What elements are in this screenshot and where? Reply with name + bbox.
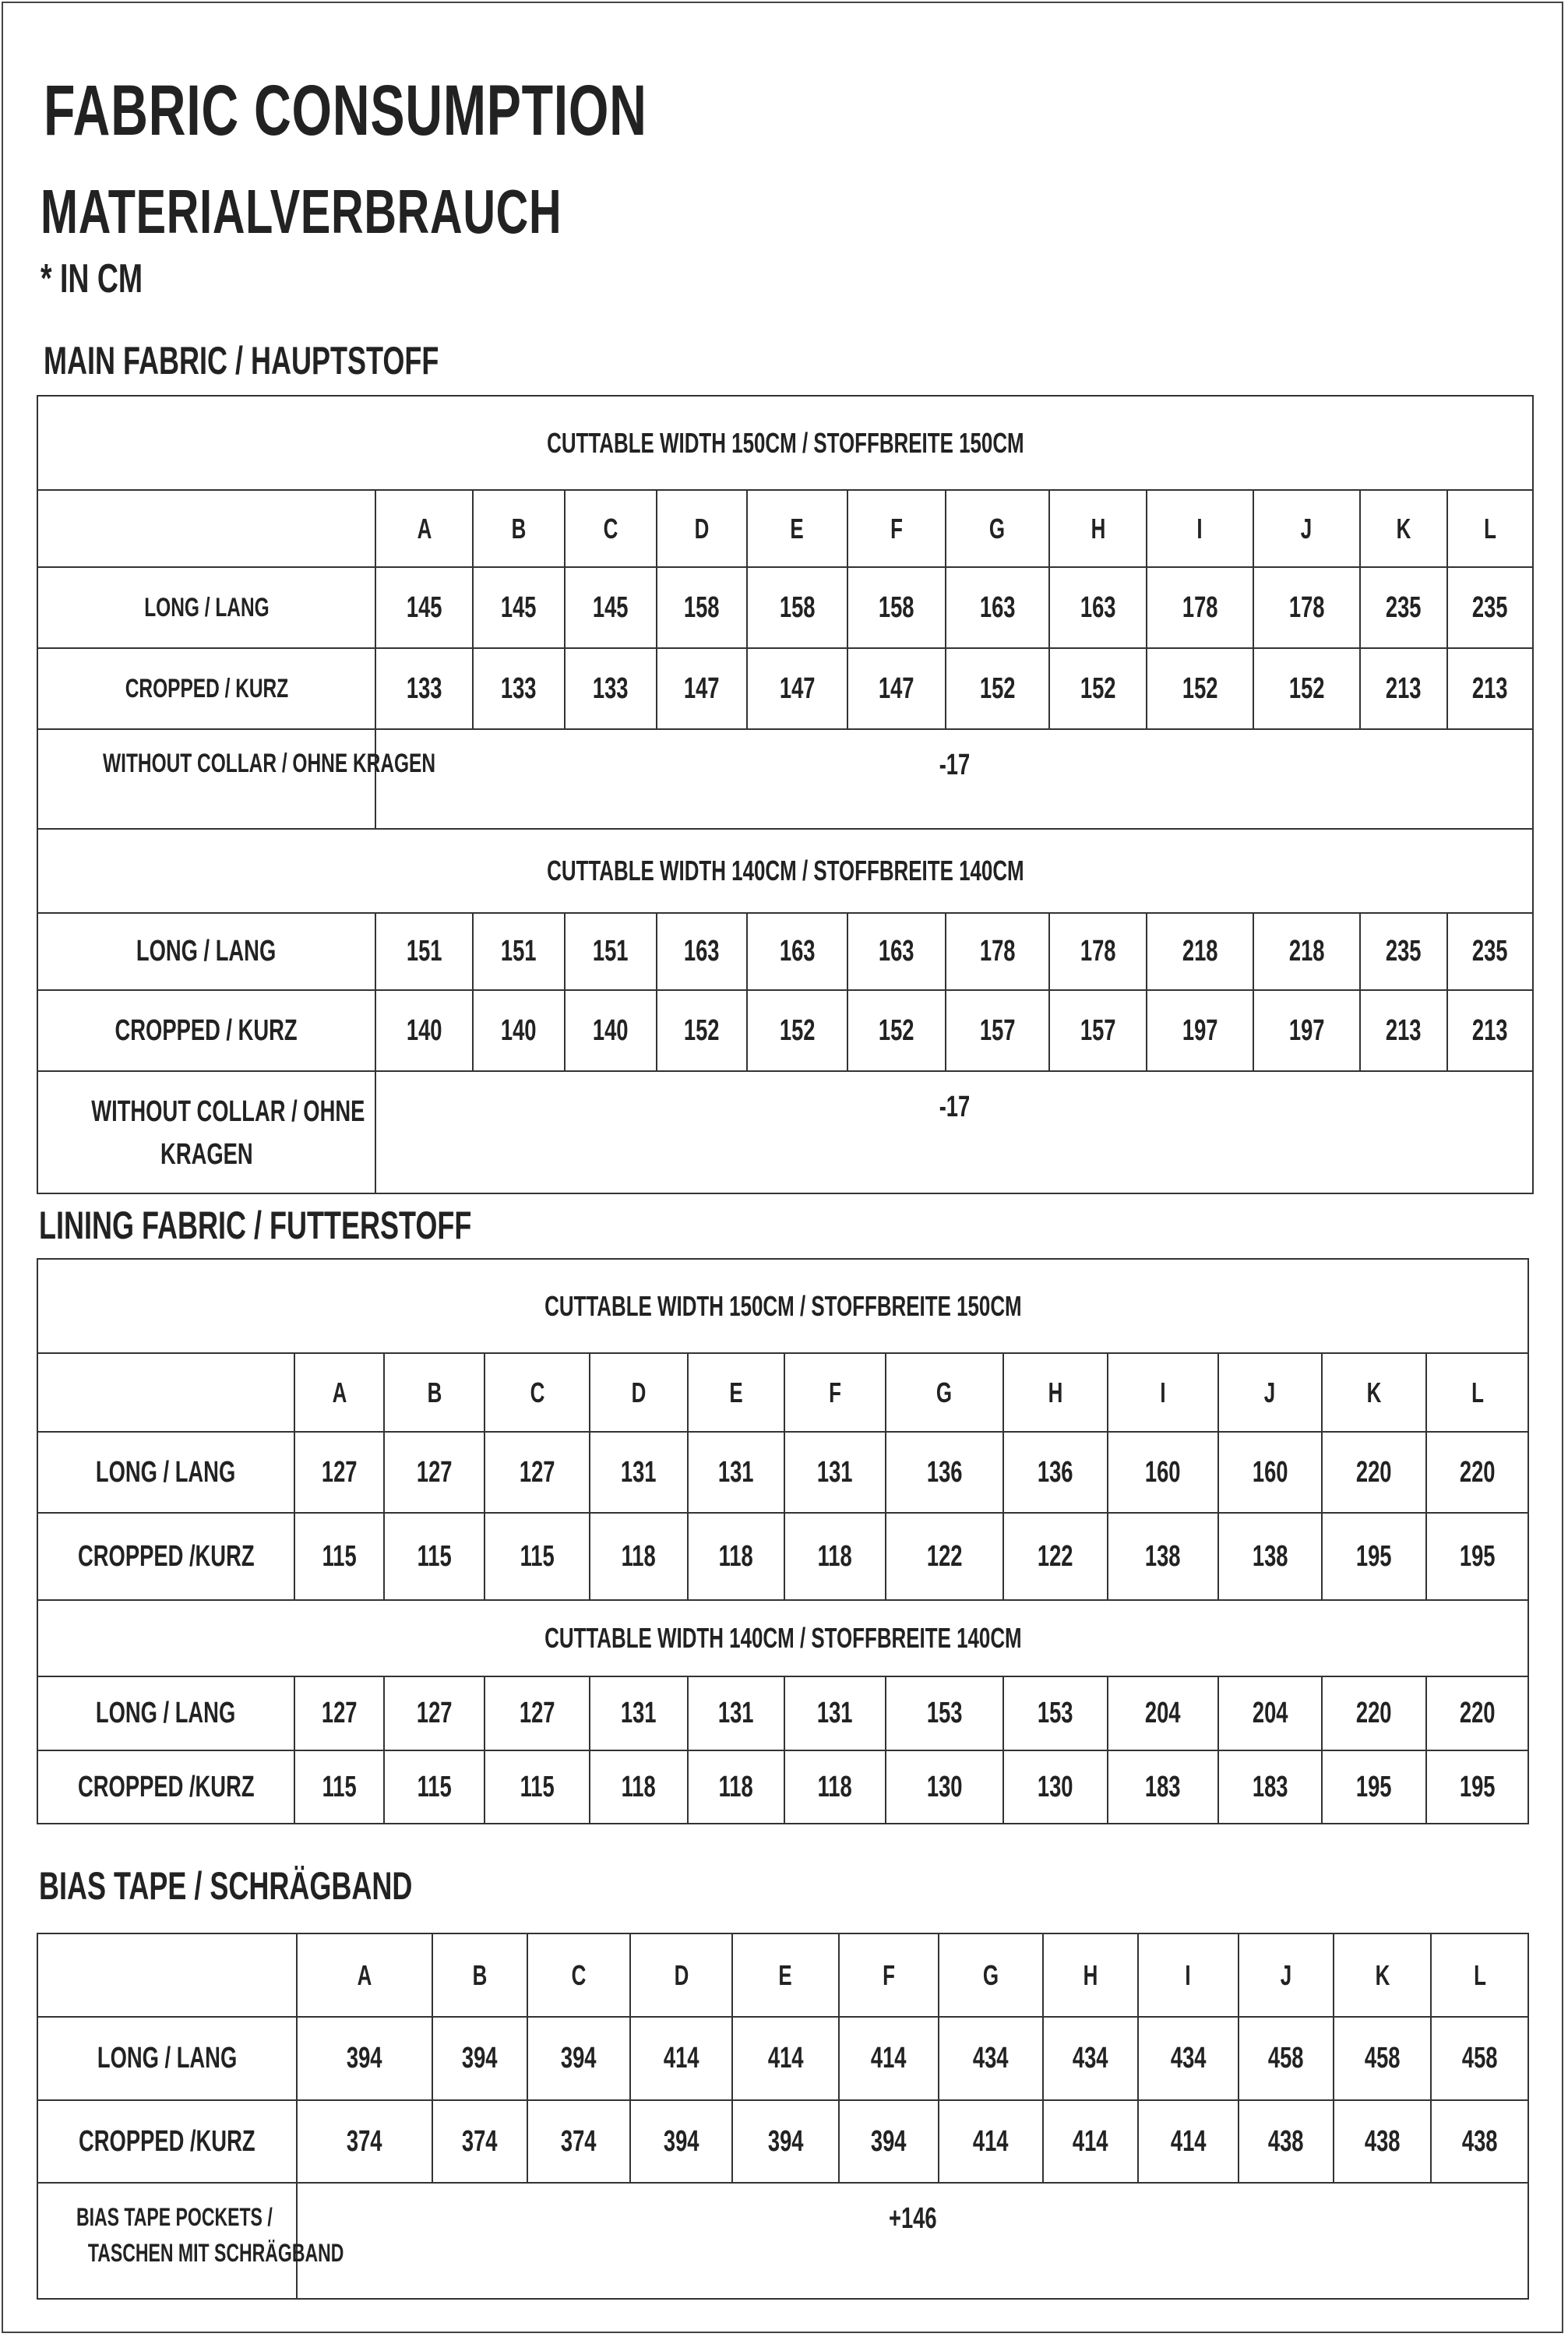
value-cell: 434 (1138, 2017, 1239, 2100)
value-cell: 163 (847, 913, 946, 990)
size-header: D (590, 1353, 688, 1432)
value-cell: 197 (1253, 990, 1360, 1071)
size-header: K (1322, 1353, 1426, 1432)
value-cell: 204 (1108, 1676, 1218, 1750)
value-cell: 158 (747, 567, 847, 648)
value-cell: 151 (565, 913, 657, 990)
value-cell: 414 (1138, 2100, 1239, 2183)
value-cell: 138 (1108, 1513, 1218, 1600)
size-header: K (1334, 1933, 1431, 2017)
value-cell: 178 (1253, 567, 1360, 648)
value-cell: 434 (1043, 2017, 1138, 2100)
value-cell: 131 (590, 1676, 688, 1750)
value-cell: -17 (375, 1071, 1533, 1193)
size-header: J (1239, 1933, 1334, 2017)
main-140-width-header: CUTTABLE WIDTH 140CM / STOFFBREITE 140CM (37, 829, 1533, 913)
value-cell: 152 (747, 990, 847, 1071)
value-cell: 394 (527, 2017, 630, 2100)
page-subtitle: MATERIALVERBRAUCH (41, 177, 562, 246)
row-label: WITHOUT COLLAR / OHNE KRAGEN (37, 1071, 375, 1193)
value-cell: 235 (1447, 567, 1533, 648)
value-cell: 195 (1426, 1750, 1528, 1824)
value-cell: +146 (297, 2183, 1528, 2299)
size-header: G (939, 1933, 1043, 2017)
value-cell: 394 (297, 2017, 432, 2100)
value-cell: 145 (375, 567, 473, 648)
value-cell: 152 (657, 990, 747, 1071)
size-header: J (1218, 1353, 1322, 1432)
size-header: D (657, 490, 747, 567)
value-cell: 157 (946, 990, 1049, 1071)
value-cell: 218 (1147, 913, 1253, 990)
size-header: I (1108, 1353, 1218, 1432)
value-cell: 183 (1108, 1750, 1218, 1824)
value-cell: 414 (939, 2100, 1043, 2183)
value-cell: 115 (484, 1750, 590, 1824)
row-label: CROPPED /KURZ (37, 2100, 297, 2183)
value-cell: 438 (1239, 2100, 1334, 2183)
size-header: F (839, 1933, 939, 2017)
value-cell: 178 (1049, 913, 1147, 990)
size-header: I (1138, 1933, 1239, 2017)
value-cell: 394 (732, 2100, 839, 2183)
value-cell: 115 (294, 1513, 384, 1600)
size-header: C (565, 490, 657, 567)
size-header: D (630, 1933, 732, 2017)
value-cell: 122 (1003, 1513, 1108, 1600)
value-cell: 130 (886, 1750, 1003, 1824)
value-cell: 197 (1147, 990, 1253, 1071)
value-cell: 131 (784, 1676, 886, 1750)
size-header: F (847, 490, 946, 567)
size-header: K (1360, 490, 1447, 567)
value-cell: 131 (590, 1432, 688, 1513)
value-cell: 152 (1253, 648, 1360, 729)
size-header: G (946, 490, 1049, 567)
value-cell: 220 (1322, 1432, 1426, 1513)
value-cell: 147 (657, 648, 747, 729)
value-cell: 136 (1003, 1432, 1108, 1513)
table-row (37, 2100, 1528, 2183)
row-label: CROPPED /KURZ (37, 1513, 294, 1600)
value-cell: 147 (747, 648, 847, 729)
corner-cell (37, 1933, 297, 2017)
size-header: L (1447, 490, 1533, 567)
size-header: B (473, 490, 565, 567)
table-row (37, 1432, 1528, 1513)
value-cell: 235 (1360, 567, 1447, 648)
value-cell: 235 (1360, 913, 1447, 990)
table-row (37, 1071, 1533, 1193)
value-cell: 118 (784, 1513, 886, 1600)
size-header: C (527, 1933, 630, 2017)
size-header: G (886, 1353, 1003, 1432)
value-cell: 195 (1426, 1513, 1528, 1600)
size-header: E (688, 1353, 784, 1432)
row-label: LONG / LANG (37, 1676, 294, 1750)
size-header: C (484, 1353, 590, 1432)
value-cell: 140 (375, 990, 473, 1071)
value-cell: 438 (1334, 2100, 1431, 2183)
table-row (37, 2183, 1528, 2299)
value-cell: 394 (839, 2100, 939, 2183)
value-cell: 374 (527, 2100, 630, 2183)
value-cell: 178 (946, 913, 1049, 990)
table-row (37, 567, 1533, 648)
value-cell: 195 (1322, 1513, 1426, 1600)
row-label: CROPPED /KURZ (37, 1750, 294, 1824)
value-cell: 127 (384, 1432, 484, 1513)
value-cell: 118 (590, 1513, 688, 1600)
value-cell: 151 (473, 913, 565, 990)
lining-fabric-heading: LINING FABRIC / FUTTERSTOFF (39, 1204, 472, 1247)
value-cell: 152 (1049, 648, 1147, 729)
unit-note: * IN CM (41, 256, 143, 301)
value-cell: 122 (886, 1513, 1003, 1600)
value-cell: 127 (294, 1432, 384, 1513)
value-cell: 118 (688, 1750, 784, 1824)
lining-size-header-row (37, 1353, 1528, 1432)
value-cell: 145 (473, 567, 565, 648)
value-cell: 218 (1253, 913, 1360, 990)
value-cell: 133 (473, 648, 565, 729)
main-fabric-heading: MAIN FABRIC / HAUPTSTOFF (44, 339, 439, 382)
bias-size-header-row (37, 1933, 1528, 2017)
row-label: CROPPED / KURZ (37, 648, 375, 729)
size-header: A (375, 490, 473, 567)
value-cell: 213 (1360, 990, 1447, 1071)
value-cell: 163 (946, 567, 1049, 648)
table-row (37, 1676, 1528, 1750)
value-cell: 131 (784, 1432, 886, 1513)
value-cell: 235 (1447, 913, 1533, 990)
value-cell: 118 (784, 1750, 886, 1824)
main-fabric-table (37, 395, 1534, 1194)
table-row (37, 648, 1533, 729)
size-header: B (384, 1353, 484, 1432)
row-label: CROPPED / KURZ (37, 990, 375, 1071)
size-header: E (747, 490, 847, 567)
row-label: LONG / LANG (37, 913, 375, 990)
value-cell: 115 (484, 1513, 590, 1600)
value-cell: 163 (1049, 567, 1147, 648)
bias-tape-table (37, 1933, 1529, 2300)
value-cell: 195 (1322, 1750, 1426, 1824)
value-cell: 183 (1218, 1750, 1322, 1824)
value-cell: 213 (1447, 648, 1533, 729)
value-cell: 158 (657, 567, 747, 648)
value-cell: 153 (1003, 1676, 1108, 1750)
value-cell: 118 (688, 1513, 784, 1600)
row-label: WITHOUT COLLAR / OHNE KRAGEN (37, 729, 375, 829)
corner-cell (37, 490, 375, 567)
value-cell: 438 (1431, 2100, 1528, 2183)
row-label: BIAS TAPE POCKETS / TASCHEN MIT SCHRÄGBAND (37, 2183, 297, 2299)
value-cell: 458 (1239, 2017, 1334, 2100)
value-cell: 152 (1147, 648, 1253, 729)
lining-140-width-header: CUTTABLE WIDTH 140CM / STOFFBREITE 140CM (37, 1600, 1528, 1676)
size-header: A (294, 1353, 384, 1432)
value-cell: 127 (484, 1432, 590, 1513)
value-cell: 213 (1360, 648, 1447, 729)
value-cell: 178 (1147, 567, 1253, 648)
table-row (37, 2017, 1528, 2100)
value-cell: 127 (384, 1676, 484, 1750)
size-header: E (732, 1933, 839, 2017)
table-row (37, 729, 1533, 829)
value-cell: 131 (688, 1432, 784, 1513)
value-cell: 458 (1334, 2017, 1431, 2100)
row-label: LONG / LANG (37, 2017, 297, 2100)
lining-fabric-table (37, 1258, 1529, 1824)
size-header: I (1147, 490, 1253, 567)
table-row (37, 990, 1533, 1071)
value-cell: 414 (732, 2017, 839, 2100)
value-cell: 434 (939, 2017, 1043, 2100)
size-header: H (1003, 1353, 1108, 1432)
value-cell: 147 (847, 648, 946, 729)
size-header: F (784, 1353, 886, 1432)
value-cell: -17 (375, 729, 1533, 829)
value-cell: 127 (484, 1676, 590, 1750)
table-row (37, 1513, 1528, 1600)
value-cell: 414 (630, 2017, 732, 2100)
value-cell: 160 (1218, 1432, 1322, 1513)
value-cell: 115 (294, 1750, 384, 1824)
value-cell: 374 (297, 2100, 432, 2183)
table-row (37, 913, 1533, 990)
value-cell: 220 (1426, 1432, 1528, 1513)
value-cell: 163 (657, 913, 747, 990)
value-cell: 394 (432, 2017, 527, 2100)
corner-cell (37, 1353, 294, 1432)
value-cell: 115 (384, 1750, 484, 1824)
value-cell: 458 (1431, 2017, 1528, 2100)
value-cell: 118 (590, 1750, 688, 1824)
value-cell: 140 (565, 990, 657, 1071)
main-size-header-row (37, 490, 1533, 567)
value-cell: 414 (839, 2017, 939, 2100)
page-title: FABRIC CONSUMPTION (44, 71, 647, 150)
value-cell: 374 (432, 2100, 527, 2183)
value-cell: 220 (1322, 1676, 1426, 1750)
value-cell: 157 (1049, 990, 1147, 1071)
value-cell: 115 (384, 1513, 484, 1600)
value-cell: 151 (375, 913, 473, 990)
value-cell: 133 (565, 648, 657, 729)
value-cell: 130 (1003, 1750, 1108, 1824)
value-cell: 213 (1447, 990, 1533, 1071)
size-header: L (1426, 1353, 1528, 1432)
value-cell: 160 (1108, 1432, 1218, 1513)
value-cell: 414 (1043, 2100, 1138, 2183)
value-cell: 158 (847, 567, 946, 648)
value-cell: 220 (1426, 1676, 1528, 1750)
bias-tape-heading: BIAS TAPE / SCHRÄGBAND (39, 1864, 413, 1908)
value-cell: 136 (886, 1432, 1003, 1513)
value-cell: 152 (946, 648, 1049, 729)
value-cell: 127 (294, 1676, 384, 1750)
size-header: H (1043, 1933, 1138, 2017)
size-header: A (297, 1933, 432, 2017)
row-label: LONG / LANG (37, 1432, 294, 1513)
value-cell: 138 (1218, 1513, 1322, 1600)
size-header: J (1253, 490, 1360, 567)
size-header: H (1049, 490, 1147, 567)
lining-150-width-header: CUTTABLE WIDTH 150CM / STOFFBREITE 150CM (37, 1259, 1528, 1353)
size-header: B (432, 1933, 527, 2017)
value-cell: 163 (747, 913, 847, 990)
row-label: LONG / LANG (37, 567, 375, 648)
main-150-width-header: CUTTABLE WIDTH 150CM / STOFFBREITE 150CM (37, 396, 1533, 490)
value-cell: 140 (473, 990, 565, 1071)
value-cell: 133 (375, 648, 473, 729)
value-cell: 394 (630, 2100, 732, 2183)
table-row (37, 1750, 1528, 1824)
value-cell: 153 (886, 1676, 1003, 1750)
size-header: L (1431, 1933, 1528, 2017)
value-cell: 204 (1218, 1676, 1322, 1750)
value-cell: 145 (565, 567, 657, 648)
value-cell: 131 (688, 1676, 784, 1750)
value-cell: 152 (847, 990, 946, 1071)
